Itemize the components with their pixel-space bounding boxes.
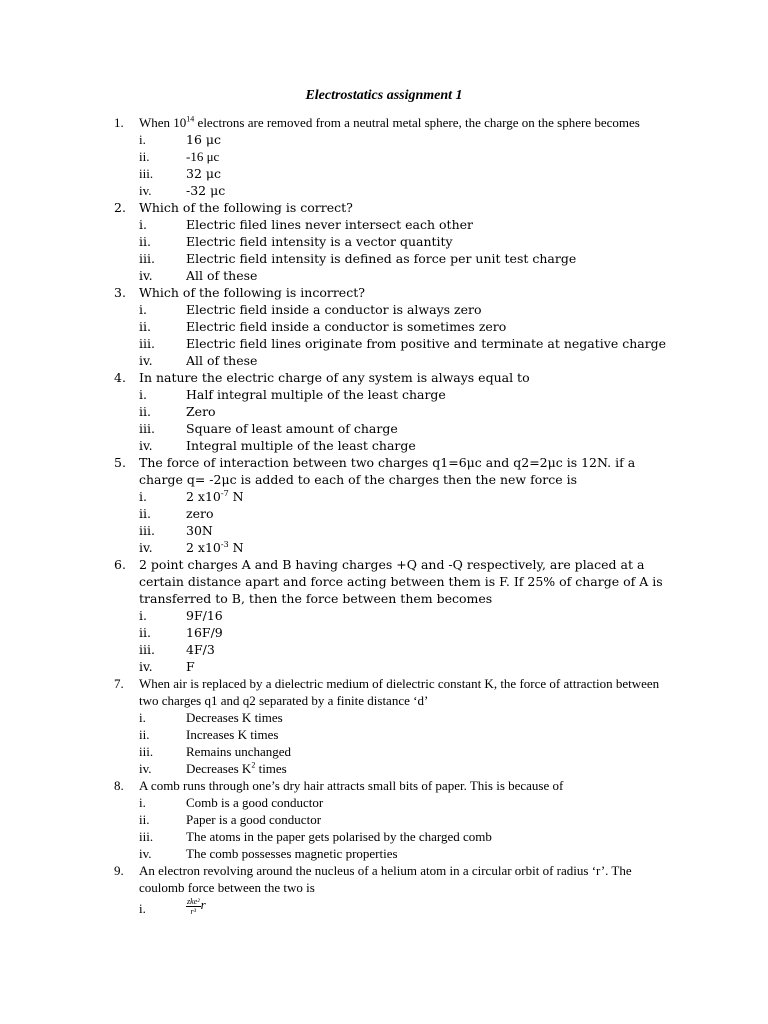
option: ii. 16F/9	[139, 625, 223, 640]
question-text: In nature the electric charge of any system is always equal to	[139, 370, 530, 385]
question-text: When $10^{14}$ electrons are removed from a neutral metal sphere, the charge on the sphere becomes	[139, 114, 640, 130]
option: ii. Paper is a good conductor	[139, 812, 322, 827]
option: iv. All of these	[139, 353, 258, 368]
option: i. Decreases K times	[139, 710, 283, 725]
question-6	[0, 556, 768, 675]
question-number: 4.	[114, 370, 126, 385]
option: iv. 2 $x10^{-3}$ N	[139, 539, 244, 555]
formula: $\frac{\text{zke²}}{\text{r³}}$ r⃗	[187, 896, 216, 916]
question-3	[0, 284, 768, 369]
option: iii. 4F/3	[139, 642, 215, 657]
option: ii. zero	[139, 506, 214, 521]
question-number: 8.	[114, 778, 124, 793]
option: iv. -32 μc	[139, 183, 226, 198]
option: iv. Decreases $K^2$ times	[139, 760, 287, 776]
question-text: A comb runs through one’s dry hair attracts small bits of paper. This is because of	[139, 778, 564, 793]
option: i. $\frac{\text{zke²}}{\text{r³}}$ r⃗	[139, 896, 216, 916]
option: iii. The atoms in the paper gets polarised by the charged comb	[139, 829, 492, 844]
question-number: 9.	[114, 863, 124, 878]
question-7	[0, 675, 768, 777]
option: i. 9F/16	[139, 608, 223, 623]
question-8	[0, 777, 768, 862]
question-9	[0, 862, 768, 920]
option: iii. Square of least amount of charge	[139, 421, 398, 436]
question-2	[0, 199, 768, 284]
option: ii. Increases K times	[139, 727, 279, 742]
option: i. 2 $x10^{-7}$ N	[139, 488, 244, 504]
option: i. Electric field inside a conductor is always zero	[139, 302, 482, 317]
question-text: Which of the following is incorrect?	[139, 285, 365, 300]
question-number: 6.	[114, 557, 126, 572]
option: iii. Electric field lines originate from positive and terminate at negative charge	[139, 336, 667, 351]
page-title: Electrostatics assignment 1	[305, 88, 463, 103]
option: ii. Electric field inside a conductor is sometimes zero	[139, 319, 507, 334]
question-number: 5.	[114, 455, 126, 470]
question-text: When air is replaced by a dielectric medium of dielectric constant K, the force of attraction between two charges q1 and q2 separated by a finite distance ‘d’	[139, 676, 660, 708]
question-list	[0, 114, 768, 920]
question-4	[0, 369, 768, 454]
question-number: 7.	[114, 676, 124, 691]
option: i. Electric filed lines never intersect each other	[139, 217, 473, 232]
option: iv. Integral multiple of the least charge	[139, 438, 416, 453]
option: iv. All of these	[139, 268, 258, 283]
question-5	[0, 454, 768, 556]
question-text: 2 point charges A and B having charges +Q and -Q respectively, are placed at a certain distance apart and force acting between them is F. If 25% of charge of A is transferred to B, then the force between them becomes	[139, 557, 663, 606]
option: iii. Remains unchanged	[139, 744, 292, 759]
option: iii. 32 μc	[139, 166, 222, 181]
question-text: The force of interaction between two charges q1=6μc and q2=2μc is 12N. if a charge q= -2μc is added to each of the charges then the new force is	[139, 455, 636, 487]
option: i. Comb is a good conductor	[139, 795, 324, 810]
question-number: 3.	[114, 285, 126, 300]
option: iii. Electric field intensity is defined as force per unit test charge	[139, 251, 577, 266]
option: iv. The comb possesses magnetic properties	[139, 846, 398, 861]
option: ii. Zero	[139, 404, 216, 419]
option: i. 16 μc	[139, 132, 222, 147]
option: i. Half integral multiple of the least charge	[139, 387, 446, 402]
question-number: 1.	[114, 115, 124, 130]
option: ii. Electric field intensity is a vector quantity	[139, 234, 453, 249]
option: ii. -16 μc	[139, 149, 220, 164]
option: iv. F	[139, 659, 195, 674]
question-1	[0, 114, 768, 199]
option: iii. 30N	[139, 523, 213, 538]
question-number: 2.	[114, 200, 126, 215]
question-text: Which of the following is correct?	[139, 200, 353, 215]
question-text: An electron revolving around the nucleus of a helium atom in a circular orbit of radius ‘r’. The coulomb force between the two is	[139, 863, 632, 895]
